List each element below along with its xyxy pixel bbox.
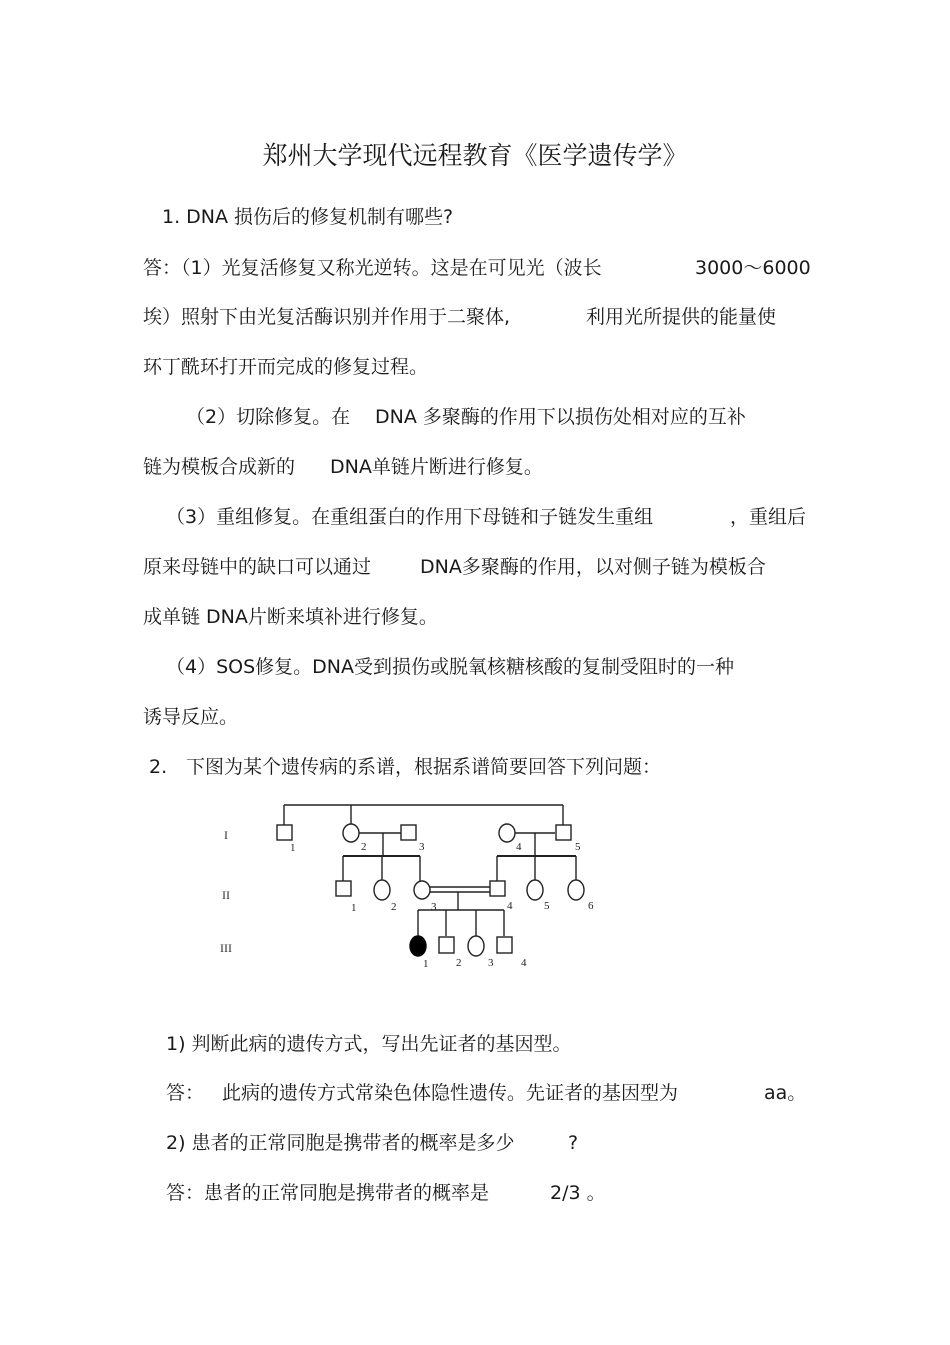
II-1-male (336, 881, 351, 896)
answer-1-line-2a: 埃）照射下由光复活酶识别并作用于二聚体, (143, 306, 511, 328)
II-4-male (490, 881, 505, 896)
generation-label: III (220, 941, 232, 955)
probability-value: 2/3 。 (550, 1182, 606, 1204)
answer-1-line-3: 环丁酰环打开而完成的修复过程。 (143, 356, 429, 378)
III-1-affected-female (410, 936, 426, 956)
question-2: 下图为某个遗传病的系谱，根据系谱简要回答下列问题： (186, 756, 662, 778)
answer-2-line-1a: （2）切除修复。在 (186, 406, 351, 428)
III-3-female (468, 936, 484, 956)
individual-number: 6 (588, 900, 594, 912)
sub-answer-1-label: 答： (166, 1082, 205, 1104)
answer-4-line-1: （4）SOS修复。DNA受到损伤或脱氧核糖核酸的复制受阻时的一种 (166, 656, 735, 678)
III-2-male (439, 937, 454, 953)
generation-label: II (222, 888, 230, 902)
I-3-male (401, 825, 416, 840)
individual-number: 2 (361, 841, 367, 853)
question-2-number: 2. (149, 756, 168, 778)
answer-2-line-2b: DNA单链片断进行修复。 (330, 456, 543, 478)
answer-3-line-2a: 原来母链中的缺口可以通过 (143, 556, 372, 578)
sub-question-2-mark: ? (568, 1132, 579, 1154)
pedigree-diagram (210, 795, 630, 980)
answer-3-line-2b: DNA多聚酶的作用，以对侧子链为模板合 (420, 556, 766, 578)
individual-number: 4 (521, 957, 527, 969)
answer-2-line-2a: 链为模板合成新的 (143, 456, 296, 478)
individual-number: 4 (516, 841, 522, 853)
I-4-female (499, 824, 515, 842)
answer-2-line-1b: DNA 多聚酶的作用下以损伤处相对应的互补 (375, 406, 746, 428)
II-3-female (414, 881, 430, 899)
individual-number: 5 (575, 841, 581, 853)
individual-number: 2 (391, 901, 397, 913)
individual-number: 4 (507, 900, 513, 912)
wavelength-value: 3000～6000 (695, 257, 811, 279)
individual-number: 3 (419, 841, 425, 853)
answer-4-line-2: 诱导反应。 (143, 706, 239, 728)
individual-number: 3 (488, 957, 494, 969)
answer-text: 答：（1）光复活修复又称光逆转。这是在可见光（波长 (143, 257, 602, 279)
generation-label: I (224, 828, 228, 842)
I-5-male (556, 825, 571, 840)
individual-number: 3 (431, 901, 437, 913)
individual-number: 2 (456, 957, 462, 969)
sub-question-1: 1) 判断此病的遗传方式，写出先证者的基因型。 (166, 1033, 572, 1055)
question-1: 1. DNA 损伤后的修复机制有哪些? (162, 206, 454, 228)
III-4-male (497, 937, 512, 953)
sub-answer-1: 此病的遗传方式常染色体隐性遗传。先证者的基因型为 (222, 1082, 679, 1104)
II-5-female (527, 880, 543, 900)
II-2-female (374, 880, 390, 900)
individual-number: 1 (423, 958, 429, 970)
individual-number: 1 (290, 842, 296, 854)
I-1-male (277, 825, 292, 840)
genotype-value: aa。 (764, 1082, 807, 1104)
answer-1-line-1 (143, 256, 602, 280)
individual-number: 5 (544, 900, 550, 912)
answer-1-line-2b: 利用光所提供的能量使 (586, 306, 777, 328)
II-6-female (568, 880, 584, 900)
document-title: 郑州大学现代远程教育《医学遗传学》 (262, 141, 688, 170)
answer-3-line-1b: ，重组后 (730, 506, 807, 528)
sub-question-2: 2) 患者的正常同胞是携带者的概率是多少 (166, 1132, 515, 1154)
answer-3-line-1a: （3）重组修复。在重组蛋白的作用下母链和子链发生重组 (166, 506, 654, 528)
sub-answer-2: 答：患者的正常同胞是携带者的概率是 (166, 1182, 490, 1204)
answer-3-line-3: 成单链 DNA片断来填补进行修复。 (143, 606, 438, 628)
individual-number: 1 (351, 902, 357, 914)
I-2-female (343, 824, 359, 842)
